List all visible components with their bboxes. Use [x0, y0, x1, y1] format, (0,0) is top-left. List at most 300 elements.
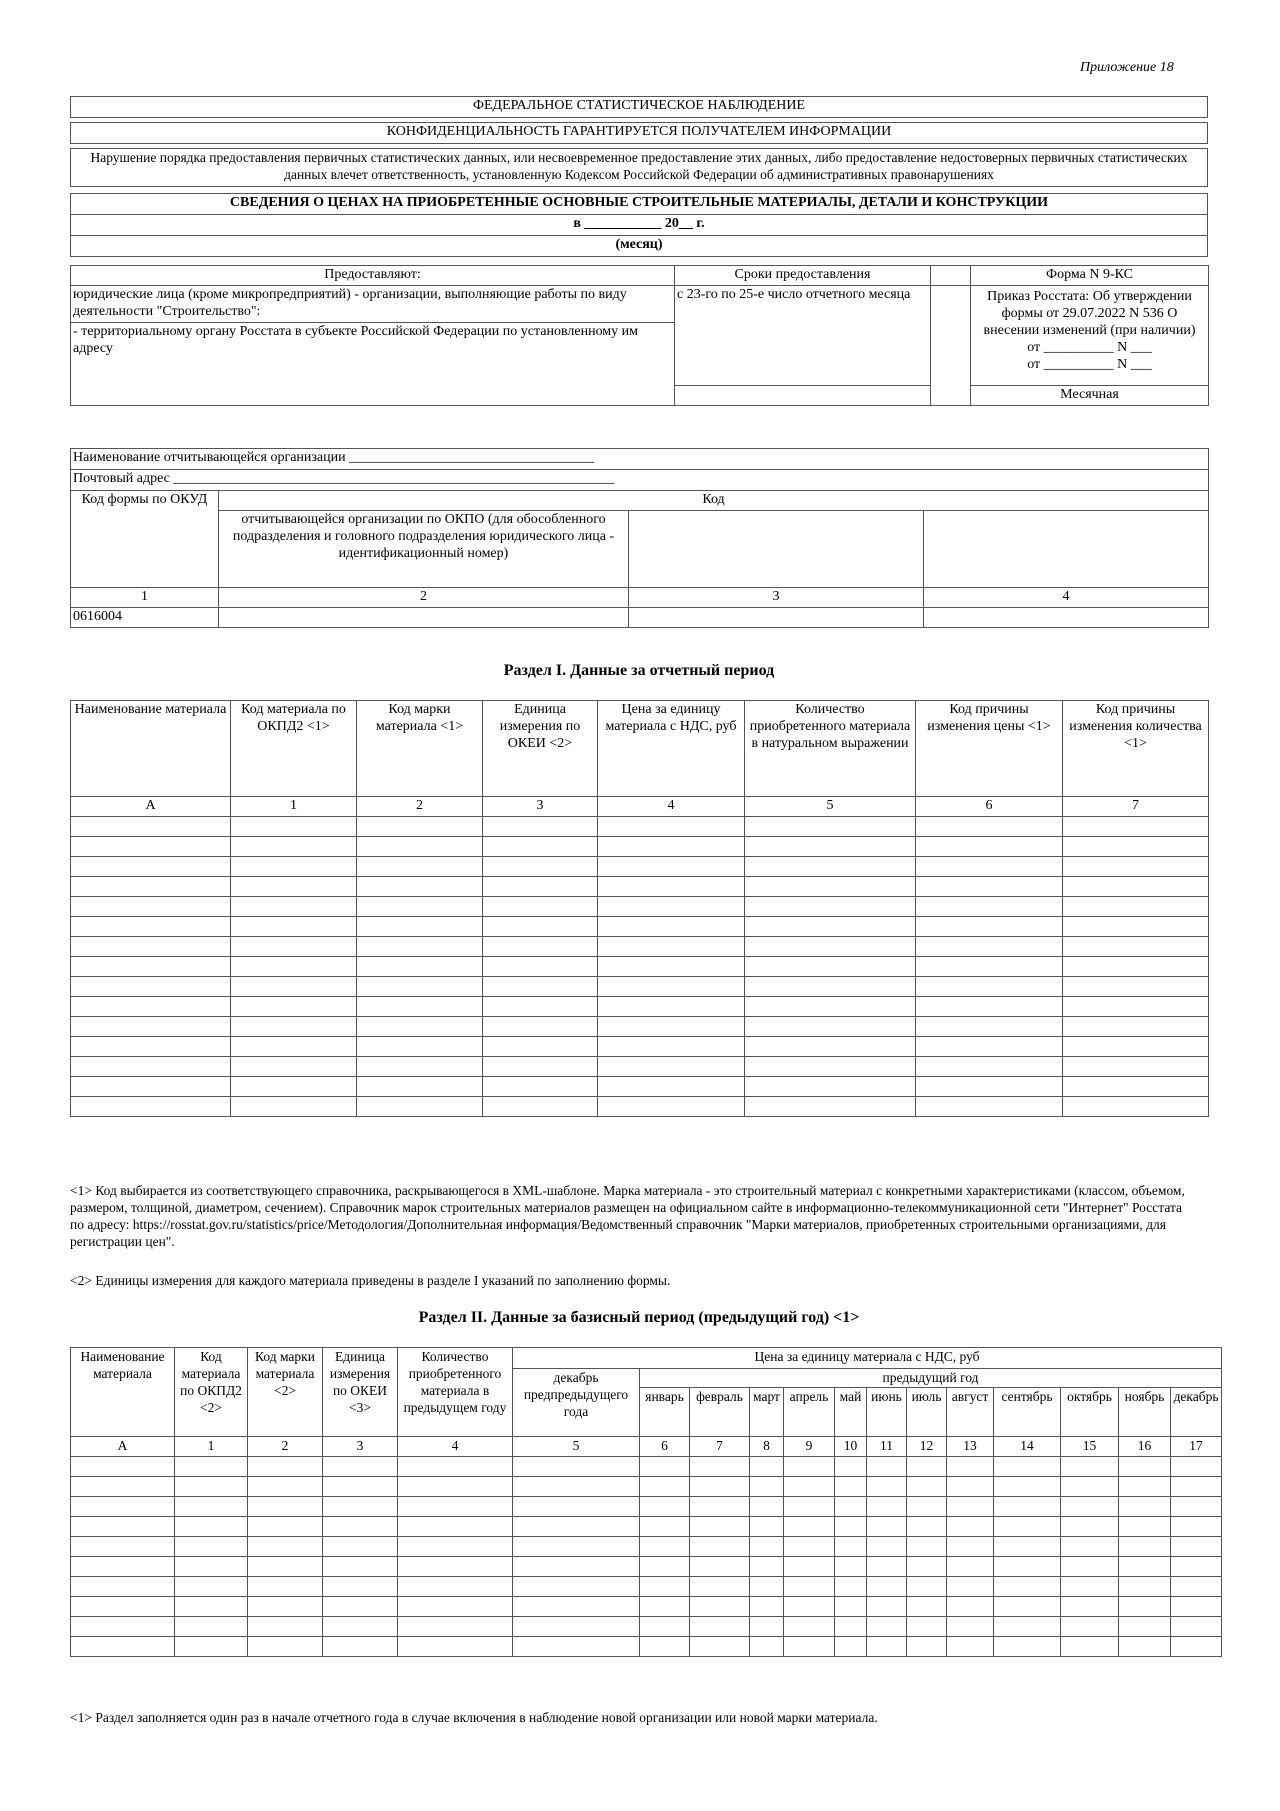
- table-cell-input[interactable]: [598, 917, 745, 937]
- table-cell-input[interactable]: [398, 1457, 513, 1477]
- table-cell-input[interactable]: [1119, 1557, 1171, 1577]
- table-cell-input[interactable]: [71, 1517, 175, 1537]
- table-cell-input[interactable]: [947, 1477, 994, 1497]
- table-cell-input[interactable]: [231, 837, 357, 857]
- table-cell-input[interactable]: [398, 1557, 513, 1577]
- table-cell-input[interactable]: [231, 1037, 357, 1057]
- period-field[interactable]: в ___________ 20__ г.: [71, 215, 1208, 236]
- table-cell-input[interactable]: [1061, 1577, 1119, 1597]
- table-cell-input[interactable]: [513, 1577, 640, 1597]
- table-cell-input[interactable]: [231, 977, 357, 997]
- table-cell-input[interactable]: [231, 817, 357, 837]
- table-cell-input[interactable]: [907, 1617, 947, 1637]
- table-cell-input[interactable]: [598, 1057, 745, 1077]
- table-cell-input[interactable]: [175, 1637, 248, 1657]
- table-cell-input[interactable]: [357, 937, 483, 957]
- table-cell-input[interactable]: [513, 1477, 640, 1497]
- table-cell-input[interactable]: [690, 1617, 750, 1637]
- table-cell-input[interactable]: [745, 837, 916, 857]
- table-cell-input[interactable]: [71, 1017, 231, 1037]
- table-cell-input[interactable]: [745, 877, 916, 897]
- table-cell-input[interactable]: [690, 1597, 750, 1617]
- table-cell-input[interactable]: [640, 1517, 690, 1537]
- table-cell-input[interactable]: [71, 1577, 175, 1597]
- table-cell-input[interactable]: [1061, 1497, 1119, 1517]
- table-cell-input[interactable]: [750, 1577, 784, 1597]
- table-cell-input[interactable]: [907, 1577, 947, 1597]
- table-cell-input[interactable]: [835, 1637, 867, 1657]
- table-cell-input[interactable]: [745, 997, 916, 1017]
- table-cell-input[interactable]: [231, 997, 357, 1017]
- table-cell-input[interactable]: [1119, 1637, 1171, 1657]
- table-cell-input[interactable]: [513, 1597, 640, 1617]
- table-cell-input[interactable]: [907, 1457, 947, 1477]
- table-cell-input[interactable]: [323, 1557, 398, 1577]
- table-cell-input[interactable]: [71, 857, 231, 877]
- table-cell-input[interactable]: [916, 877, 1063, 897]
- table-cell-input[interactable]: [71, 917, 231, 937]
- table-cell-input[interactable]: [1119, 1577, 1171, 1597]
- table-cell-input[interactable]: [835, 1557, 867, 1577]
- table-cell-input[interactable]: [1119, 1517, 1171, 1537]
- table-cell-input[interactable]: [867, 1497, 907, 1517]
- table-cell-input[interactable]: [916, 937, 1063, 957]
- table-cell-input[interactable]: [323, 1597, 398, 1617]
- table-cell-input[interactable]: [745, 957, 916, 977]
- table-cell-input[interactable]: [71, 1537, 175, 1557]
- table-cell-input[interactable]: [1063, 897, 1209, 917]
- table-cell-input[interactable]: [745, 977, 916, 997]
- table-cell-input[interactable]: [598, 1097, 745, 1117]
- table-cell-input[interactable]: [835, 1617, 867, 1637]
- table-cell-input[interactable]: [745, 857, 916, 877]
- table-cell-input[interactable]: [483, 1077, 598, 1097]
- table-cell-input[interactable]: [175, 1557, 248, 1577]
- table-cell-input[interactable]: [916, 997, 1063, 1017]
- table-cell-input[interactable]: [357, 877, 483, 897]
- table-cell-input[interactable]: [745, 817, 916, 837]
- table-cell-input[interactable]: [598, 937, 745, 957]
- table-cell-input[interactable]: [947, 1497, 994, 1517]
- table-cell-input[interactable]: [916, 1097, 1063, 1117]
- table-cell-input[interactable]: [1063, 1097, 1209, 1117]
- table-cell-input[interactable]: [640, 1637, 690, 1657]
- table-cell-input[interactable]: [1171, 1637, 1222, 1657]
- table-cell-input[interactable]: [598, 997, 745, 1017]
- table-cell-input[interactable]: [175, 1497, 248, 1517]
- table-cell-input[interactable]: [248, 1477, 323, 1497]
- table-cell-input[interactable]: [994, 1477, 1061, 1497]
- table-cell-input[interactable]: [640, 1497, 690, 1517]
- table-cell-input[interactable]: [784, 1517, 835, 1537]
- table-cell-input[interactable]: [231, 1097, 357, 1117]
- table-cell-input[interactable]: [994, 1457, 1061, 1477]
- table-cell-input[interactable]: [398, 1617, 513, 1637]
- table-cell-input[interactable]: [916, 1057, 1063, 1077]
- table-cell-input[interactable]: [71, 1557, 175, 1577]
- table-cell-input[interactable]: [398, 1477, 513, 1497]
- table-cell-input[interactable]: [248, 1637, 323, 1657]
- table-cell-input[interactable]: [745, 937, 916, 957]
- table-cell-input[interactable]: [398, 1637, 513, 1657]
- table-cell-input[interactable]: [1063, 857, 1209, 877]
- table-cell-input[interactable]: [248, 1517, 323, 1537]
- table-cell-input[interactable]: [907, 1637, 947, 1657]
- table-cell-input[interactable]: [750, 1637, 784, 1657]
- table-cell-input[interactable]: [231, 1077, 357, 1097]
- table-cell-input[interactable]: [1119, 1617, 1171, 1637]
- table-cell-input[interactable]: [1063, 957, 1209, 977]
- table-cell-input[interactable]: [71, 997, 231, 1017]
- table-cell-input[interactable]: [640, 1537, 690, 1557]
- table-cell-input[interactable]: [745, 917, 916, 937]
- table-cell-input[interactable]: [750, 1617, 784, 1637]
- table-cell-input[interactable]: [513, 1497, 640, 1517]
- table-cell-input[interactable]: [1119, 1537, 1171, 1557]
- table-cell-input[interactable]: [1063, 837, 1209, 857]
- table-cell-input[interactable]: [231, 877, 357, 897]
- table-cell-input[interactable]: [750, 1477, 784, 1497]
- table-cell-input[interactable]: [690, 1577, 750, 1597]
- table-cell-input[interactable]: [398, 1577, 513, 1597]
- table-cell-input[interactable]: [835, 1457, 867, 1477]
- table-cell-input[interactable]: [1171, 1497, 1222, 1517]
- table-cell-input[interactable]: [357, 857, 483, 877]
- table-cell-input[interactable]: [947, 1457, 994, 1477]
- table-cell-input[interactable]: [835, 1577, 867, 1597]
- table-cell-input[interactable]: [916, 837, 1063, 857]
- table-cell-input[interactable]: [835, 1497, 867, 1517]
- table-cell-input[interactable]: [357, 817, 483, 837]
- table-cell-input[interactable]: [483, 1037, 598, 1057]
- table-cell-input[interactable]: [994, 1637, 1061, 1657]
- table-cell-input[interactable]: [835, 1537, 867, 1557]
- table-cell-input[interactable]: [231, 897, 357, 917]
- table-cell-input[interactable]: [784, 1557, 835, 1577]
- table-cell-input[interactable]: [916, 1037, 1063, 1057]
- table-cell-input[interactable]: [1061, 1597, 1119, 1617]
- table-cell-input[interactable]: [690, 1457, 750, 1477]
- table-cell-input[interactable]: [907, 1477, 947, 1497]
- table-cell-input[interactable]: [907, 1497, 947, 1517]
- table-cell-input[interactable]: [994, 1617, 1061, 1637]
- table-cell-input[interactable]: [175, 1477, 248, 1497]
- table-cell-input[interactable]: [750, 1457, 784, 1477]
- table-cell-input[interactable]: [1063, 917, 1209, 937]
- table-cell-input[interactable]: [483, 957, 598, 977]
- table-cell-input[interactable]: [323, 1577, 398, 1597]
- table-cell-input[interactable]: [598, 957, 745, 977]
- table-cell-input[interactable]: [1063, 997, 1209, 1017]
- table-cell-input[interactable]: [640, 1617, 690, 1637]
- table-cell-input[interactable]: [690, 1497, 750, 1517]
- table-cell-input[interactable]: [483, 877, 598, 897]
- table-cell-input[interactable]: [1061, 1617, 1119, 1637]
- table-cell-input[interactable]: [71, 1097, 231, 1117]
- table-cell-input[interactable]: [947, 1617, 994, 1637]
- table-cell-input[interactable]: [71, 1477, 175, 1497]
- table-cell-input[interactable]: [1171, 1537, 1222, 1557]
- table-cell-input[interactable]: [867, 1557, 907, 1577]
- table-cell-input[interactable]: [640, 1577, 690, 1597]
- table-cell-input[interactable]: [947, 1597, 994, 1617]
- okpo-value-input[interactable]: [219, 608, 629, 628]
- table-cell-input[interactable]: [357, 997, 483, 1017]
- table-cell-input[interactable]: [323, 1497, 398, 1517]
- table-cell-input[interactable]: [323, 1457, 398, 1477]
- table-cell-input[interactable]: [1171, 1517, 1222, 1537]
- table-cell-input[interactable]: [916, 917, 1063, 937]
- table-cell-input[interactable]: [598, 1017, 745, 1037]
- table-cell-input[interactable]: [867, 1577, 907, 1597]
- table-cell-input[interactable]: [784, 1497, 835, 1517]
- table-cell-input[interactable]: [71, 1637, 175, 1657]
- table-cell-input[interactable]: [784, 1457, 835, 1477]
- table-cell-input[interactable]: [745, 1077, 916, 1097]
- table-cell-input[interactable]: [835, 1477, 867, 1497]
- table-cell-input[interactable]: [71, 877, 231, 897]
- table-cell-input[interactable]: [994, 1597, 1061, 1617]
- table-cell-input[interactable]: [916, 957, 1063, 977]
- table-cell-input[interactable]: [71, 1617, 175, 1637]
- table-cell-input[interactable]: [916, 977, 1063, 997]
- table-cell-input[interactable]: [175, 1517, 248, 1537]
- table-cell-input[interactable]: [483, 837, 598, 857]
- table-cell-input[interactable]: [784, 1537, 835, 1557]
- table-cell-input[interactable]: [745, 897, 916, 917]
- table-cell-input[interactable]: [483, 1097, 598, 1117]
- table-cell-input[interactable]: [690, 1517, 750, 1537]
- table-cell-input[interactable]: [784, 1577, 835, 1597]
- table-cell-input[interactable]: [357, 1077, 483, 1097]
- table-cell-input[interactable]: [513, 1457, 640, 1477]
- table-cell-input[interactable]: [916, 817, 1063, 837]
- table-cell-input[interactable]: [483, 1017, 598, 1037]
- table-cell-input[interactable]: [750, 1557, 784, 1577]
- table-cell-input[interactable]: [175, 1457, 248, 1477]
- table-cell-input[interactable]: [357, 1017, 483, 1037]
- table-cell-input[interactable]: [1063, 977, 1209, 997]
- table-cell-input[interactable]: [1119, 1497, 1171, 1517]
- table-cell-input[interactable]: [947, 1577, 994, 1597]
- table-cell-input[interactable]: [248, 1597, 323, 1617]
- table-cell-input[interactable]: [398, 1497, 513, 1517]
- table-cell-input[interactable]: [994, 1537, 1061, 1557]
- table-cell-input[interactable]: [598, 977, 745, 997]
- table-cell-input[interactable]: [1061, 1457, 1119, 1477]
- table-cell-input[interactable]: [248, 1457, 323, 1477]
- table-cell-input[interactable]: [745, 1097, 916, 1117]
- table-cell-input[interactable]: [483, 997, 598, 1017]
- table-cell-input[interactable]: [916, 857, 1063, 877]
- table-cell-input[interactable]: [598, 817, 745, 837]
- table-cell-input[interactable]: [323, 1537, 398, 1557]
- table-cell-input[interactable]: [483, 937, 598, 957]
- table-cell-input[interactable]: [1063, 877, 1209, 897]
- table-cell-input[interactable]: [248, 1617, 323, 1637]
- table-cell-input[interactable]: [357, 977, 483, 997]
- table-cell-input[interactable]: [598, 1037, 745, 1057]
- table-cell-input[interactable]: [248, 1497, 323, 1517]
- table-cell-input[interactable]: [71, 1597, 175, 1617]
- table-cell-input[interactable]: [483, 857, 598, 877]
- table-cell-input[interactable]: [835, 1597, 867, 1617]
- table-cell-input[interactable]: [1061, 1477, 1119, 1497]
- table-cell-input[interactable]: [907, 1597, 947, 1617]
- table-cell-input[interactable]: [323, 1477, 398, 1497]
- table-cell-input[interactable]: [750, 1497, 784, 1517]
- table-cell-input[interactable]: [323, 1617, 398, 1637]
- table-cell-input[interactable]: [71, 837, 231, 857]
- table-cell-input[interactable]: [1061, 1537, 1119, 1557]
- table-cell-input[interactable]: [907, 1517, 947, 1537]
- code-3-input[interactable]: [629, 608, 924, 628]
- table-cell-input[interactable]: [1063, 817, 1209, 837]
- table-cell-input[interactable]: [598, 897, 745, 917]
- table-cell-input[interactable]: [598, 877, 745, 897]
- table-cell-input[interactable]: [916, 1017, 1063, 1037]
- table-cell-input[interactable]: [1119, 1457, 1171, 1477]
- table-cell-input[interactable]: [248, 1577, 323, 1597]
- table-cell-input[interactable]: [1061, 1637, 1119, 1657]
- table-cell-input[interactable]: [71, 1457, 175, 1477]
- table-cell-input[interactable]: [784, 1477, 835, 1497]
- order-from-1[interactable]: от __________ N ___: [1027, 340, 1152, 355]
- table-cell-input[interactable]: [1171, 1617, 1222, 1637]
- table-cell-input[interactable]: [71, 937, 231, 957]
- table-cell-input[interactable]: [947, 1537, 994, 1557]
- table-cell-input[interactable]: [513, 1517, 640, 1537]
- table-cell-input[interactable]: [323, 1517, 398, 1537]
- table-cell-input[interactable]: [947, 1557, 994, 1577]
- table-cell-input[interactable]: [1171, 1577, 1222, 1597]
- table-cell-input[interactable]: [248, 1557, 323, 1577]
- table-cell-input[interactable]: [357, 1057, 483, 1077]
- table-cell-input[interactable]: [867, 1477, 907, 1497]
- table-cell-input[interactable]: [750, 1537, 784, 1557]
- table-cell-input[interactable]: [690, 1557, 750, 1577]
- table-cell-input[interactable]: [1061, 1517, 1119, 1537]
- table-cell-input[interactable]: [513, 1537, 640, 1557]
- table-cell-input[interactable]: [357, 917, 483, 937]
- table-cell-input[interactable]: [640, 1457, 690, 1477]
- table-cell-input[interactable]: [1171, 1557, 1222, 1577]
- table-cell-input[interactable]: [1063, 1057, 1209, 1077]
- table-cell-input[interactable]: [231, 957, 357, 977]
- table-cell-input[interactable]: [513, 1617, 640, 1637]
- table-cell-input[interactable]: [947, 1637, 994, 1657]
- table-cell-input[interactable]: [1171, 1477, 1222, 1497]
- table-cell-input[interactable]: [231, 857, 357, 877]
- table-cell-input[interactable]: [784, 1637, 835, 1657]
- table-cell-input[interactable]: [640, 1557, 690, 1577]
- table-cell-input[interactable]: [398, 1537, 513, 1557]
- table-cell-input[interactable]: [483, 897, 598, 917]
- table-cell-input[interactable]: [1171, 1597, 1222, 1617]
- table-cell-input[interactable]: [916, 897, 1063, 917]
- table-cell-input[interactable]: [907, 1537, 947, 1557]
- table-cell-input[interactable]: [231, 937, 357, 957]
- table-cell-input[interactable]: [1063, 1077, 1209, 1097]
- table-cell-input[interactable]: [357, 897, 483, 917]
- table-cell-input[interactable]: [513, 1637, 640, 1657]
- table-cell-input[interactable]: [994, 1517, 1061, 1537]
- table-cell-input[interactable]: [231, 1057, 357, 1077]
- table-cell-input[interactable]: [690, 1637, 750, 1657]
- order-from-2[interactable]: от __________ N ___: [1027, 357, 1152, 372]
- table-cell-input[interactable]: [1061, 1557, 1119, 1577]
- postal-address-field[interactable]: Почтовый адрес _______________________________________________________________: [71, 470, 1209, 491]
- table-cell-input[interactable]: [483, 817, 598, 837]
- table-cell-input[interactable]: [231, 917, 357, 937]
- table-cell-input[interactable]: [398, 1517, 513, 1537]
- table-cell-input[interactable]: [994, 1497, 1061, 1517]
- table-cell-input[interactable]: [483, 977, 598, 997]
- table-cell-input[interactable]: [357, 837, 483, 857]
- table-cell-input[interactable]: [513, 1557, 640, 1577]
- table-cell-input[interactable]: [71, 1497, 175, 1517]
- table-cell-input[interactable]: [357, 1037, 483, 1057]
- table-cell-input[interactable]: [750, 1597, 784, 1617]
- table-cell-input[interactable]: [690, 1537, 750, 1557]
- table-cell-input[interactable]: [1119, 1477, 1171, 1497]
- table-cell-input[interactable]: [1063, 1017, 1209, 1037]
- table-cell-input[interactable]: [323, 1637, 398, 1657]
- table-cell-input[interactable]: [745, 1037, 916, 1057]
- table-cell-input[interactable]: [640, 1597, 690, 1617]
- table-cell-input[interactable]: [867, 1617, 907, 1637]
- table-cell-input[interactable]: [483, 917, 598, 937]
- table-cell-input[interactable]: [598, 837, 745, 857]
- table-cell-input[interactable]: [1119, 1597, 1171, 1617]
- table-cell-input[interactable]: [71, 1077, 231, 1097]
- table-cell-input[interactable]: [867, 1537, 907, 1557]
- table-cell-input[interactable]: [835, 1517, 867, 1537]
- table-cell-input[interactable]: [745, 1057, 916, 1077]
- table-cell-input[interactable]: [71, 1037, 231, 1057]
- table-cell-input[interactable]: [1063, 1037, 1209, 1057]
- table-cell-input[interactable]: [867, 1517, 907, 1537]
- table-cell-input[interactable]: [867, 1457, 907, 1477]
- table-cell-input[interactable]: [483, 1057, 598, 1077]
- table-cell-input[interactable]: [248, 1537, 323, 1557]
- table-cell-input[interactable]: [994, 1577, 1061, 1597]
- table-cell-input[interactable]: [907, 1557, 947, 1577]
- table-cell-input[interactable]: [947, 1517, 994, 1537]
- table-cell-input[interactable]: [175, 1597, 248, 1617]
- table-cell-input[interactable]: [784, 1617, 835, 1637]
- table-cell-input[interactable]: [640, 1477, 690, 1497]
- code-4-input[interactable]: [924, 608, 1209, 628]
- table-cell-input[interactable]: [1063, 937, 1209, 957]
- table-cell-input[interactable]: [175, 1537, 248, 1557]
- table-cell-input[interactable]: [175, 1577, 248, 1597]
- table-cell-input[interactable]: [867, 1637, 907, 1657]
- table-cell-input[interactable]: [175, 1617, 248, 1637]
- table-cell-input[interactable]: [398, 1597, 513, 1617]
- org-name-field[interactable]: Наименование отчитывающейся организации ___________________________________: [71, 449, 1209, 470]
- table-cell-input[interactable]: [71, 897, 231, 917]
- table-cell-input[interactable]: [231, 1017, 357, 1037]
- table-cell-input[interactable]: [784, 1597, 835, 1617]
- table-cell-input[interactable]: [598, 1077, 745, 1097]
- table-cell-input[interactable]: [994, 1557, 1061, 1577]
- table-cell-input[interactable]: [71, 957, 231, 977]
- table-cell-input[interactable]: [71, 817, 231, 837]
- table-cell-input[interactable]: [1171, 1457, 1222, 1477]
- table-cell-input[interactable]: [357, 957, 483, 977]
- table-cell-input[interactable]: [745, 1017, 916, 1037]
